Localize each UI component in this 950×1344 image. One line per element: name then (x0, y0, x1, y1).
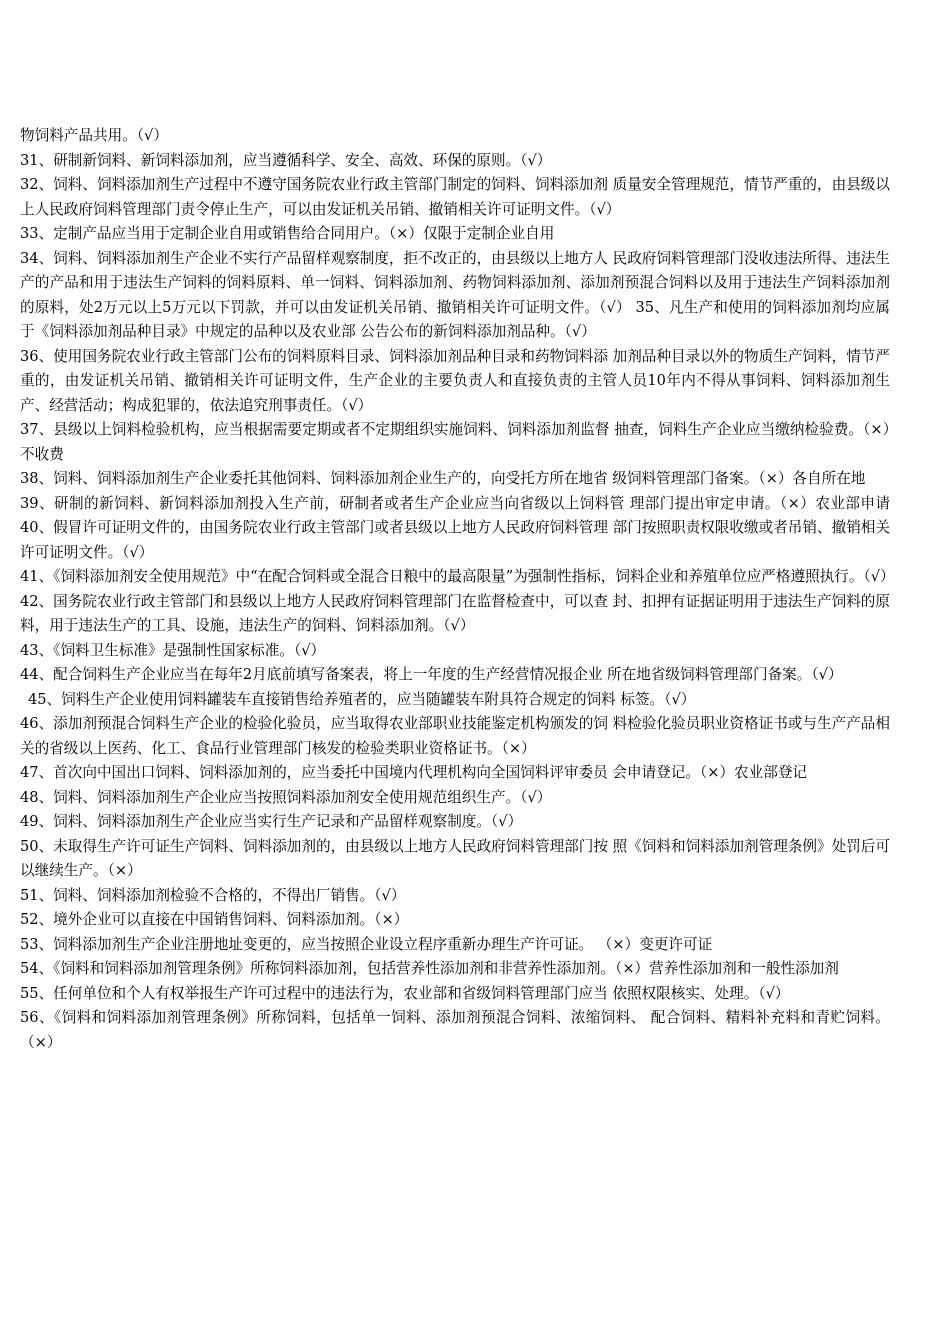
paragraph-37: 37、县级以上饲料检验机构，应当根据需要定期或者不定期组织实施饲料、饲料添加剂监督 抽查，饲料生产企业应当缴纳检验费。（×）不收费 (20, 421, 890, 463)
document-body (20, 124, 895, 1055)
paragraph-39-40: 39、研制的新饲料、新饲料添加剂投入生产前，研制者或者生产企业应当向省级以上饲料管 理部门提出审定申请。（×）农业部申请 40、假冒许可证明文件的，由国务院农业行政主管部门或者县级以上地方人民政府饲料管理 部门按照职责权限收缴或者吊销、撤销相关许可证明文件。（√） (20, 494, 890, 561)
paragraph-54: 54、《饲料和饲料添加剂管理条例》所称饲料添加剂，包括营养性添加剂和非营养性添加剂。（×）营养性添加剂和一般性添加剂 (20, 960, 839, 977)
paragraph-46: 46、添加剂预混合饲料生产企业的检验化验员，应当取得农业部职业技能鉴定机构颁发的饲 料检验化验员职业资格证书或与生产产品相关的省级以上医药、化工、食品行业管理部门核发的检验类职业资格证书。（×） (20, 715, 890, 757)
paragraph-48: 48、饲料、饲料添加剂生产企业应当按照饲料添加剂安全使用规范组织生产。（√） (20, 788, 552, 806)
paragraph-42: 42、国务院农业行政主管部门和县级以上地方人民政府饲料管理部门在监督检查中，可以查 封、扣押有证据证明用于违法生产饲料的原料，用于违法生产的工具、设施，违法生产的饲料、饲料添加剂。（√） (20, 592, 890, 634)
paragraph-56: 56、《饲料和饲料添加剂管理条例》所称饲料，包括单一饲料、添加剂预混合饲料、浓缩饲料、 配合饲料、精料补充料和青贮饲料。（×） (20, 1009, 890, 1051)
paragraph-55: 55、任何单位和个人有权举报生产许可过程中的违法行为，农业部和省级饲料管理部门应当 依照权限核实、处理。（√） (20, 984, 790, 1002)
paragraph-44: 44、配合饲料生产企业应当在每年2月底前填写备案表，将上一年度的生产经营情况报企业 所在地省级饲料管理部门备案。（√） (20, 666, 843, 683)
paragraph-47: 47、首次向中国出口饲料、饲料添加剂的，应当委托中国境内代理机构向全国饲料评审委员 会申请登记。（×）农业部登记 (20, 764, 808, 781)
paragraph-38: 38、饲料、饲料添加剂生产企业委托其他饲料、饲料添加剂企业生产的，向受托方所在地省 级饲料管理部门备案。（×）各自所在地 (20, 470, 866, 487)
paragraph-50: 50、未取得生产许可证生产饲料、饲料添加剂的，由县级以上地方人民政府饲料管理部门按 照《饲料和饲料添加剂管理条例》处罚后可以继续生产。（×） (20, 837, 890, 879)
paragraph-36: 36、使用国务院农业行政主管部门公布的饲料原料目录、饲料添加剂品种目录和药物饲料添 加剂品种目录以外的物质生产饲料，情节严重的，由发证机关吊销、撤销相关许可证明文件，生产企业的主要负责人和直接负责的主管人员10年内不得从事饲料、饲料添加剂生产、经营活动；构成犯罪的，依法追究刑事责任。（√） (20, 347, 890, 414)
paragraph-30-tail: 物饲料产品共用。（√） (20, 127, 168, 144)
paragraph-32: 32、饲料、饲料添加剂生产过程中不遵守国务院农业行政主管部门制定的饲料、饲料添加剂 质量安全管理规范，情节严重的，由县级以上人民政府饲料管理部门责令停止生产，可以由发证机关吊销、撤销相关许可证明文件。（√） (20, 176, 890, 218)
paragraph-49: 49、饲料、饲料添加剂生产企业应当实行生产记录和产品留样观察制度。（√） (20, 813, 523, 830)
paragraph-41: 41、《饲料添加剂安全使用规范》中“在配合饲料或全混合日粮中的最高限量”为强制性指标，饲料企业和养殖单位应严格遵照执行。（√） (20, 568, 895, 585)
paragraph-51: 51、饲料、饲料添加剂检验不合格的，不得出厂销售。（√） (20, 886, 406, 904)
paragraph-52: 52、境外企业可以直接在中国销售饲料、饲料添加剂。（×） (20, 911, 409, 928)
paragraph-31: 31、研制新饲料、新饲料添加剂，应当遵循科学、安全、高效、环保的原则。（√） (20, 151, 552, 169)
paragraph-53: 53、饲料添加剂生产企业注册地址变更的，应当按照企业设立程序重新办理生产许可证。 （×）变更许可证 (20, 935, 713, 953)
paragraph-33: 33、定制产品应当用于定制企业自用或销售给合同用户。（×）仅限于定制企业自用 (20, 225, 555, 242)
paragraph-34-35: 34、饲料、饲料添加剂生产企业不实行产品留样观察制度，拒不改正的，由县级以上地方人 民政府饲料管理部门没收违法所得、违法生产的产品和用于违法生产饲料的饲料原料、单一饲料、饲料添加剂、药物饲料添加剂、添加剂预混合饲料以及用于违法生产饲料添加剂的原料，处2万元以上5万元以下罚款，并可以由发证机关吊销、撤销相关许可证明文件。（√） 35、凡生产和使用的饲料添加剂均应属于《饲料添加剂品种目录》中规定的品种以及农业部 公告公布的新饲料添加剂品种。（√） (20, 249, 890, 340)
paragraph-45: 45、饲料生产企业使用饲料罐装车直接销售给养殖者的，应当随罐装车附具符合规定的饲料 标签。（√） (28, 690, 696, 708)
paragraph-43: 43、《饲料卫生标准》是强制性国家标准。（√） (20, 641, 326, 659)
